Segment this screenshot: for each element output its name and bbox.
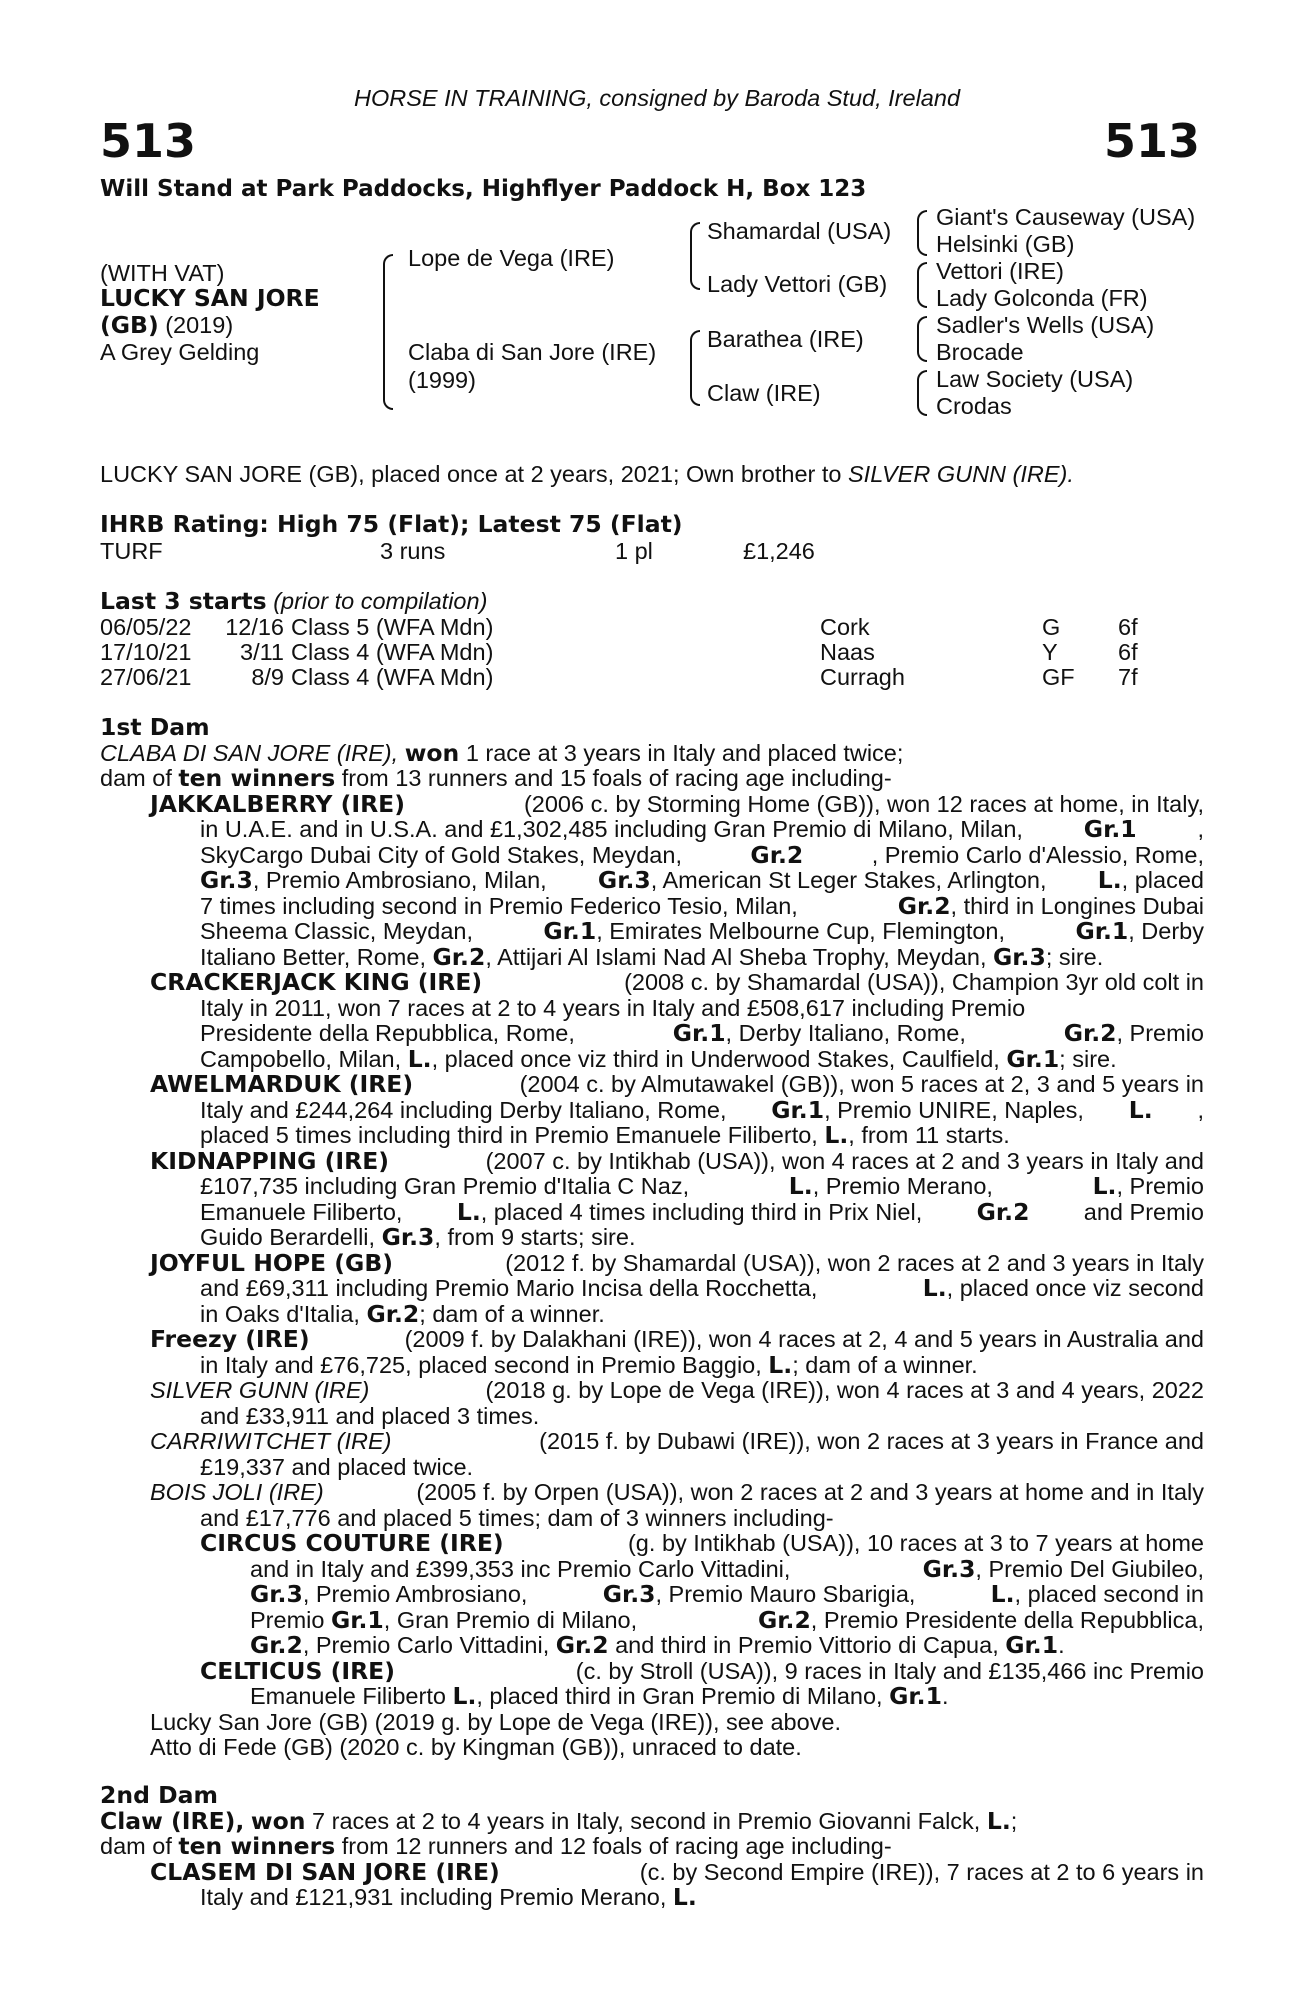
grade-badge: L. [824, 1121, 849, 1149]
progeny-line [100, 1072, 1204, 1098]
grade-badge: Gr.2 [432, 942, 486, 971]
grade-badge: L. [1128, 1095, 1153, 1124]
pedigree-dam-year: (1999) [408, 367, 476, 393]
progeny-text: (g. by Intikhab (USA)), 10 races at 3 to 7 years at home [627, 1530, 1204, 1556]
progeny-line [100, 1248, 1204, 1277]
grade-badge: Gr.2 [1063, 1019, 1117, 1047]
progeny-text: and in Italy and £399,353 inc Premio Carlo Vittadini, [250, 1555, 791, 1582]
progeny-line [100, 789, 1204, 818]
grade-badge: Gr.3 [250, 1580, 303, 1608]
second-dam-section [100, 1783, 1204, 1911]
progeny-text: , American St Leger Stakes, Arlington, [650, 867, 1047, 893]
grade-badge: L. [768, 1350, 793, 1379]
progeny-line [100, 1174, 1204, 1200]
grade-badge: L. [407, 1044, 432, 1073]
start-course: Naas [820, 639, 875, 665]
second-dam-name: Claw (IRE), [100, 1806, 245, 1835]
second-dam-line [100, 1834, 1204, 1860]
progeny-text: placed 5 times including third in Premio Emanuele Filiberto, [200, 1122, 818, 1148]
grade-badge: Gr.1 [672, 1019, 726, 1047]
progeny-text: (2004 c. by Almutawakel (GB)), won 5 races at 2, 3 and 5 years in [519, 1071, 1204, 1097]
pedigree-brace-dd [917, 370, 927, 416]
grade-badge: Gr.2 [750, 840, 804, 869]
progeny-text: £19,337 and placed twice. [200, 1453, 474, 1480]
progeny-line [100, 840, 1204, 869]
progeny-line [100, 1378, 1204, 1404]
grade-badge: Gr.2 [250, 1631, 303, 1659]
progeny-text: , Premio Presidente della Repubblica, [810, 1606, 1204, 1633]
progeny-line [100, 1350, 1204, 1379]
horse-name: LUCKY SAN JORE [100, 284, 320, 312]
grade-badge: L. [788, 1172, 813, 1200]
progeny-line [100, 1735, 1204, 1761]
progeny-text: (2009 f. by Dalakhani (IRE)), won 4 races at 2, 4 and 5 years in Australia and [404, 1326, 1204, 1352]
progeny-line: Emanuele Filiberto L., placed third in Gran Premio di Milano, Gr.1. [250, 1682, 949, 1710]
progeny-text: (2012 f. by Shamardal (USA)), won 2 races at 2 and 3 years in Italy [505, 1249, 1204, 1276]
second-dam-line [100, 1806, 1204, 1835]
progeny-text: Guido Berardelli, [200, 1224, 376, 1250]
progeny-text: , placed 4 times including third in Prix Niel, [480, 1198, 923, 1225]
progeny-text: Lucky San Jore (GB) (2019 g. by Lope de Vega (IRE)), see above. [150, 1708, 842, 1735]
grade-badge: L. [990, 1580, 1015, 1608]
grade-badge: L. [986, 1806, 1011, 1835]
consignor-line: HORSE IN TRAINING, consigned by Baroda Stud, Ireland [353, 85, 961, 111]
progeny-line [100, 1044, 1204, 1073]
pedigree-sdd: Lady Golconda (FR) [936, 285, 1148, 311]
grade-badge: Gr.2 [976, 1197, 1030, 1226]
second-dam-record: ; [1010, 1807, 1018, 1834]
progeny-text: , Premio Carlo Vittadini, [302, 1632, 550, 1658]
progeny-text: (2008 c. by Shamardal (USA)), Champion 3yr old colt in [624, 969, 1204, 995]
race-summary [100, 462, 1074, 488]
progeny-text: 7 times including second in Premio Federico Tesio, Milan, [200, 892, 798, 919]
progeny-line: Gr.2, Premio Carlo Vittadini, Gr.2 and third in Premio Vittorio di Capua, Gr.1. [250, 1631, 1065, 1659]
progeny-text: ; dam of a winner. [419, 1300, 605, 1327]
progeny-text: ; dam of a winner. [792, 1351, 978, 1378]
progeny-name: CLASEM DI SAN JORE (IRE) [150, 1857, 500, 1886]
pedigree-sire-sire: Shamardal (USA) [707, 218, 892, 244]
progeny-line [100, 1582, 1204, 1608]
pedigree-dsd: Brocade [936, 339, 1024, 365]
pedigree-ssd: Helsinki (GB) [936, 231, 1075, 257]
pedigree-brace-dam [690, 330, 700, 406]
progeny-line [100, 1605, 1204, 1634]
summary-text: LUCKY SAN JORE (GB), placed once at 2 years, 2021; Own brother to [100, 461, 842, 487]
grade-badge: Gr.3 [993, 942, 1046, 971]
first-dam-heading: 1st Dam [100, 713, 210, 741]
progeny-text: (c. by Second Empire (IRE)), 7 races at 2 to 6 years in [639, 1858, 1204, 1885]
progeny-line [100, 1710, 1204, 1736]
start-race: Class 4 (WFA Mdn) [291, 639, 494, 665]
progeny-text: (2006 c. by Storming Home (GB)), won 12 races at home, in Italy, [523, 790, 1204, 817]
progeny-text: , Attijari Al Islami Nad Al Sheba Trophy, Meydan, [485, 943, 987, 970]
progeny-name: SILVER GUNN (IRE) [150, 1377, 370, 1403]
won-label: won [404, 738, 460, 767]
progeny-line [100, 1299, 1204, 1328]
lot-number-right: 513 [1103, 114, 1200, 168]
progeny-line [100, 1404, 1204, 1430]
grade-badge: L. [1092, 1172, 1117, 1200]
grade-badge: Gr.1 [543, 917, 597, 945]
runners-note: from 12 runners and 12 foals of racing age including- [341, 1833, 892, 1859]
progeny-text: , placed [1121, 867, 1204, 893]
grade-badge: L. [1097, 866, 1122, 894]
progeny-text: ; sire. [1045, 943, 1104, 970]
start-position: 3/11 [240, 639, 284, 665]
grade-badge: Gr.1 [1005, 1631, 1059, 1659]
progeny-text: , third in Longines Dubai [950, 892, 1204, 919]
starts-note: (prior to compilation) [273, 588, 488, 614]
progeny-text: and third in Premio Vittorio di Capua, [615, 1632, 999, 1658]
grade-badge: Gr.1 [1006, 1044, 1060, 1073]
progeny-line [100, 942, 1204, 971]
pedigree-sire-dam: Lady Vettori (GB) [707, 271, 888, 297]
progeny-line [100, 1123, 1204, 1149]
progeny-text: , Premio Carlo d'Alessio, Rome, [871, 841, 1204, 868]
grade-badge: Gr.2 [897, 891, 951, 920]
pedigree-dam-dam: Claw (IRE) [707, 380, 821, 406]
grade-badge: Gr.1 [330, 1605, 384, 1634]
stand-location: Will Stand at Park Paddocks, Highflyer Paddock H, Box 123 [100, 176, 867, 202]
start-distance: 6f [1118, 614, 1138, 640]
starts-header [100, 589, 487, 615]
grade-badge: Gr.3 [597, 866, 651, 894]
grade-badge: Gr.2 [757, 1605, 811, 1634]
dam-of-label: dam of [100, 765, 172, 791]
progeny-text: Campobello, Milan, [200, 1045, 402, 1072]
start-row [100, 640, 1140, 666]
progeny-text: , Premio [1116, 1173, 1204, 1199]
horse-country: (GB) [100, 311, 159, 339]
horse-origin [100, 313, 233, 339]
pedigree-brace-sd [917, 262, 927, 308]
progeny-line [100, 919, 1204, 945]
start-position: 12/16 [225, 614, 284, 640]
rating-title: IHRB Rating: High 75 (Flat); Latest 75 (Flat) [100, 510, 683, 538]
progeny-name: Freezy (IRE) [150, 1325, 310, 1353]
pedigree-dam-sire: Barathea (IRE) [707, 326, 864, 352]
progeny-text: in Italy and £76,725, placed second in Premio Baggio, [200, 1351, 762, 1378]
pedigree-dss: Sadler's Wells (USA) [936, 312, 1155, 338]
progeny-text: (2018 g. by Lope de Vega (IRE)), won 4 races at 3 and 4 years, 2022 [485, 1377, 1204, 1403]
progeny-text: , Premio Ambrosiano, [302, 1581, 528, 1607]
summary-brother: SILVER GUNN (IRE). [848, 461, 1074, 487]
grade-badge: L. [456, 1197, 481, 1226]
pedigree-sss: Giant's Causeway (USA) [936, 204, 1196, 230]
progeny-line [100, 1225, 1204, 1251]
progeny-line [100, 1455, 1204, 1481]
start-going: Y [1042, 639, 1058, 665]
first-dam-line [100, 738, 1204, 767]
progeny-line [100, 1656, 1204, 1685]
won-label: won [250, 1806, 306, 1835]
rating-placed: 1 pl [615, 538, 653, 564]
second-dam-record: 7 races at 2 to 4 years in Italy, second in Premio Giovanni Falck, [312, 1807, 981, 1834]
pedigree-brace-ss [917, 210, 927, 256]
progeny-text: , Gran Premio di Milano, [383, 1606, 638, 1633]
first-dam-section [100, 715, 1204, 1761]
progeny-text: in U.A.E. and in U.S.A. and £1,302,485 including Gran Premio di Milano, Milan, [200, 816, 1023, 842]
progeny-name: CRACKERJACK KING (IRE) [150, 968, 483, 996]
progeny-name: CARRIWITCHET (IRE) [150, 1428, 392, 1454]
progeny-line [100, 1197, 1204, 1226]
dam-of-label: dam of [100, 1833, 172, 1859]
grade-badge: Gr.3 [381, 1223, 435, 1251]
grade-badge: Gr.1 [1083, 815, 1137, 843]
progeny-text: , Premio Ambrosiano, Milan, [252, 867, 547, 893]
progeny-line: in U.A.E. and in U.S.A. and £1,302,485 including Gran Premio di Milano, Milan, Gr.1 , [200, 815, 1204, 843]
start-race: Class 5 (WFA Mdn) [291, 614, 494, 640]
pedigree-ddd: Crodas [936, 393, 1012, 419]
progeny-text: , placed second in [1014, 1581, 1204, 1607]
progeny-name: JAKKALBERRY (IRE) [150, 789, 405, 818]
progeny-name: JOYFUL HOPE (GB) [150, 1248, 393, 1277]
pedigree-sds: Vettori (IRE) [936, 258, 1064, 284]
progeny-line [100, 1429, 1204, 1455]
second-dam-heading: 2nd Dam [100, 1781, 218, 1809]
start-race: Class 4 (WFA Mdn) [291, 664, 494, 690]
progeny-line [100, 1531, 1204, 1557]
progeny-line [100, 1554, 1204, 1583]
progeny-text: , Derby [1128, 918, 1204, 944]
progeny-text: in Oaks d'Italia, [200, 1300, 360, 1327]
progeny-text: Premio [250, 1606, 325, 1633]
progeny-line [100, 1327, 1204, 1353]
progeny-text: , Premio UNIRE, Naples, [824, 1096, 1084, 1123]
progeny-text: and Premio [1083, 1198, 1204, 1225]
grade-badge: Gr.3 [200, 866, 253, 894]
progeny-text: , placed once viz second [946, 1275, 1204, 1301]
grade-badge: Gr.1 [889, 1682, 942, 1710]
rating-stats-row [100, 539, 1140, 565]
progeny-name: KIDNAPPING (IRE) [150, 1146, 390, 1175]
progeny-text: Emanuele Filiberto, [200, 1198, 403, 1225]
progeny-text: Sheema Classic, Meydan, [200, 918, 473, 944]
progeny-text: Atto di Fede (GB) (2020 c. by Kingman (GB)), unraced to date. [150, 1734, 802, 1760]
grade-badge: Gr.2 [555, 1631, 609, 1659]
rating-surface: TURF [100, 538, 163, 564]
start-distance: 6f [1118, 639, 1138, 665]
grade-badge: Gr.3 [602, 1580, 656, 1608]
progeny-text: and £17,776 and placed 5 times; dam of 3 winners including- [200, 1504, 834, 1531]
start-going: GF [1042, 664, 1075, 690]
pedigree-dds: Law Society (USA) [936, 366, 1134, 392]
progeny-name: CELTICUS (IRE) [200, 1656, 395, 1685]
progeny-text: , from 11 starts. [848, 1122, 1010, 1148]
first-dam-record: 1 race at 3 years in Italy and placed twice; [465, 739, 904, 766]
pedigree-sire: Lope de Vega (IRE) [408, 245, 615, 271]
first-dam-line [100, 766, 1204, 792]
progeny-line [100, 996, 1204, 1022]
grade-badge: L. [672, 1883, 697, 1911]
grade-badge: Gr.3 [922, 1554, 976, 1583]
progeny-line [100, 1480, 1204, 1506]
progeny-text: SkyCargo Dubai City of Gold Stakes, Meydan, [200, 841, 682, 868]
first-dam-name: CLABA DI SAN JORE (IRE), [100, 739, 399, 766]
progeny-text: , Derby Italiano, Rome, [725, 1020, 966, 1046]
progeny-line [100, 1021, 1204, 1047]
pedigree-brace-sire [690, 222, 700, 290]
progeny-text: , Emirates Melbourne Cup, Flemington, [596, 918, 1006, 944]
start-date: 06/05/22 [100, 614, 192, 640]
grade-badge: L. [922, 1274, 947, 1302]
progeny-text: , Premio Mauro Sbarigia, [655, 1581, 916, 1607]
start-course: Cork [820, 614, 870, 640]
progeny-text: Italy and £244,264 including Derby Italiano, Rome, [200, 1096, 727, 1123]
vat-note: (WITH VAT) [100, 260, 225, 286]
progeny-text: , placed third in Gran Premio di Milano, [476, 1683, 883, 1709]
grade-badge: Gr.1 [771, 1095, 825, 1124]
start-position: 8/9 [251, 664, 284, 690]
progeny-line [100, 1506, 1204, 1532]
progeny-text: , placed once viz third in Underwood Stakes, Caulfield, [431, 1045, 1000, 1072]
start-row [100, 615, 1140, 641]
progeny-text: and £69,311 including Premio Mario Incisa della Rocchetta, [200, 1275, 818, 1301]
starts-title: Last 3 starts [100, 587, 267, 615]
progeny-text: Italy and £121,931 including Premio Merano, [200, 1884, 667, 1910]
progeny-line [100, 970, 1204, 996]
progeny-line [100, 1146, 1204, 1175]
progeny-text: (c. by Stroll (USA)), 9 races in Italy and £135,466 inc Premio [575, 1657, 1204, 1684]
rating-earnings: £1,246 [743, 538, 815, 564]
progeny-text: , Premio Merano, [812, 1173, 993, 1199]
progeny-text: (2007 c. by Intikhab (USA)), won 4 races at 2 and 3 years in Italy and [485, 1147, 1204, 1174]
start-row [100, 665, 1140, 691]
progeny-name: AWELMARDUK (IRE) [150, 1070, 414, 1098]
progeny-text: £107,735 including Gran Premio d'Italia C Naz, [200, 1173, 690, 1199]
grade-badge: Gr.1 [1075, 917, 1129, 945]
progeny-text: Italy in 2011, won 7 races at 2 to 4 years in Italy and £508,617 including Premio [200, 994, 1026, 1021]
lot-number-left: 513 [100, 114, 197, 168]
progeny-text: Emanuele Filiberto [250, 1683, 446, 1709]
progeny-text: Presidente della Repubblica, Rome, [200, 1020, 575, 1046]
progeny-text: (2005 f. by Orpen (USA)), won 2 races at 2 and 3 years at home and in Italy [416, 1479, 1204, 1505]
start-course: Curragh [820, 664, 905, 690]
progeny-name: CIRCUS COUTURE (IRE) [200, 1529, 504, 1557]
progeny-line [100, 1885, 1204, 1911]
start-date: 17/10/21 [100, 639, 192, 665]
winners-count: ten winners [178, 764, 336, 792]
progeny-text: , Premio Del Giubileo, [975, 1555, 1204, 1582]
progeny-line [100, 891, 1204, 920]
winners-count: ten winners [178, 1832, 336, 1860]
progeny-line: Italy and £244,264 including Derby Italiano, Rome, Gr.1, Premio UNIRE, Naples, L. , [200, 1095, 1204, 1124]
progeny-text: and £33,911 and placed 3 times. [200, 1402, 540, 1429]
start-date: 27/06/21 [100, 664, 192, 690]
pedigree-brace-ds [917, 316, 927, 362]
progeny-text: (2015 f. by Dubawi (IRE)), won 2 races at 3 years in France and [539, 1428, 1204, 1454]
runners-note: from 13 runners and 15 foals of racing age including- [341, 765, 892, 791]
progeny-line [100, 868, 1204, 894]
progeny-name: BOIS JOLI (IRE) [150, 1479, 324, 1505]
progeny-line [100, 1857, 1204, 1886]
grade-badge: Gr.2 [366, 1299, 420, 1328]
horse-description: A Grey Gelding [100, 339, 260, 365]
start-distance: 7f [1118, 664, 1138, 690]
progeny-text: , Premio [1116, 1020, 1204, 1046]
horse-year: (2019) [165, 312, 234, 338]
progeny-text: ; sire. [1059, 1045, 1117, 1072]
pedigree-brace-main [383, 254, 393, 410]
pedigree-dam: Claba di San Jore (IRE) [408, 339, 657, 365]
progeny-line [100, 1276, 1204, 1302]
rating-runs: 3 runs [380, 538, 446, 564]
progeny-text: , from 9 starts; sire. [434, 1224, 636, 1250]
grade-badge: L. [452, 1682, 477, 1710]
progeny-text: Italiano Better, Rome, [200, 943, 426, 970]
start-going: G [1042, 614, 1061, 640]
